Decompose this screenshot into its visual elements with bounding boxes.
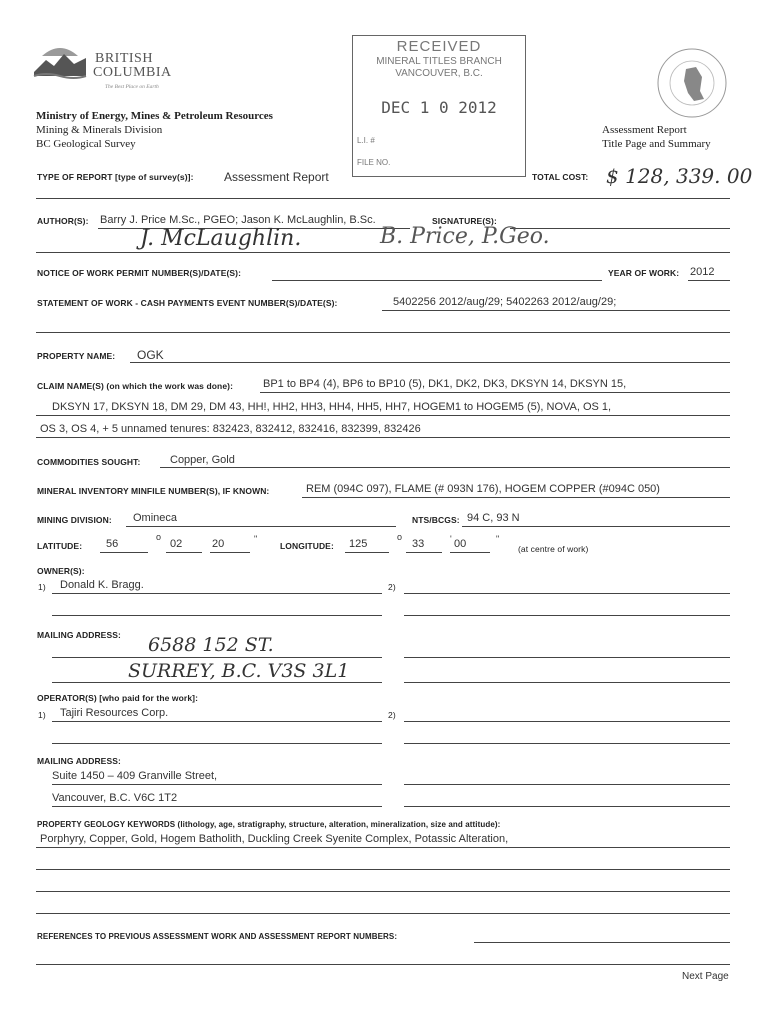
property-line <box>130 362 730 363</box>
mailing-underline-1b <box>404 657 730 658</box>
survey-name: BC Geological Survey <box>36 138 136 150</box>
division-value[interactable]: Omineca <box>133 512 178 524</box>
references-line-1 <box>474 942 730 943</box>
property-label: PROPERTY NAME: <box>37 351 116 361</box>
stamp-branch: MINERAL TITLES BRANCH <box>376 56 502 67</box>
minfile-line <box>302 497 730 498</box>
minfile-label: MINERAL INVENTORY MINFILE NUMBER(S), IF KNOWN: <box>37 486 270 496</box>
operator-1-line-2 <box>52 743 382 744</box>
lon-deg-symbol: o <box>397 532 403 542</box>
operator-2-line-2 <box>404 743 730 744</box>
mailing-line-2[interactable]: SURREY, B.C. V3S 3L1 <box>128 660 350 682</box>
mailing-line-1[interactable]: 6588 152 ST. <box>148 634 274 656</box>
type-label: TYPE OF REPORT [type of survey(s)]: <box>37 172 194 182</box>
owner-1-number: 1) <box>38 582 46 592</box>
owner-1-line-2 <box>52 615 382 616</box>
claim-line-3[interactable]: OS 3, OS 4, + 5 unnamed tenures: 832423, 832412, 832416, 832399, 832426 <box>40 423 421 435</box>
stamp-lh: L.I. # <box>357 136 375 145</box>
year-value[interactable]: 2012 <box>690 266 715 278</box>
lat-sec[interactable]: 20 <box>212 538 225 550</box>
authors-value[interactable]: Barry J. Price M.Sc., PGEO; Jason K. McLaughlin, B.Sc. <box>100 214 376 226</box>
ministry-name: Ministry of Energy, Mines & Petroleum Resources <box>36 110 273 122</box>
references-line-2 <box>36 964 730 965</box>
owner-label: OWNER(S): <box>37 566 85 576</box>
lon-sec[interactable]: 00 <box>454 538 467 550</box>
mailing-underline-1 <box>52 657 382 658</box>
op-mailing-line-2[interactable]: Vancouver, B.C. V6C 1T2 <box>52 792 178 804</box>
logo-tagline: The Best Place on Earth <box>105 84 159 90</box>
next-page-link[interactable]: Next Page <box>682 971 729 982</box>
lat-deg-line <box>100 552 148 553</box>
signature-1[interactable]: J. McLaughlin. <box>140 226 302 251</box>
op-mailing-underline-2b <box>404 806 730 807</box>
op-mailing-underline-1 <box>52 784 382 785</box>
minfile-value[interactable]: REM (094C 097), FLAME (# 093N 176), HOGEM COPPER (#094C 050) <box>306 483 660 495</box>
commodities-line <box>160 467 730 468</box>
signature-2[interactable]: B. Price, P.Geo. <box>380 224 550 249</box>
report-title-2: Title Page and Summary <box>602 138 711 150</box>
lat-deg[interactable]: 56 <box>106 538 119 550</box>
centre-note: (at centre of work) <box>518 544 589 554</box>
references-label: REFERENCES TO PREVIOUS ASSESSMENT WORK AND ASSESSMENT REPORT NUMBERS: <box>37 932 398 941</box>
longitude-label: LONGITUDE: <box>280 541 334 551</box>
claim-underline-2 <box>36 415 730 416</box>
lon-deg[interactable]: 125 <box>349 538 368 550</box>
total-cost-label: TOTAL COST: <box>532 172 589 182</box>
statement-line-2 <box>36 332 730 333</box>
division-name: Mining & Minerals Division <box>36 124 163 136</box>
owner-1-value[interactable]: Donald K. Bragg. <box>60 579 144 591</box>
nts-value[interactable]: 94 C, 93 N <box>467 512 520 524</box>
type-value[interactable]: Assessment Report <box>224 170 329 184</box>
lat-deg-symbol: o <box>156 532 162 542</box>
latitude-label: LATITUDE: <box>37 541 83 551</box>
received-stamp <box>352 35 526 177</box>
lon-min-line <box>406 552 442 553</box>
mailing-underline-2 <box>52 682 382 683</box>
total-cost-value[interactable]: $ 128, 339. 00 <box>606 164 753 188</box>
property-value[interactable]: OGK <box>137 348 164 362</box>
lon-sec-symbol: " <box>496 534 500 544</box>
bc-logo-icon <box>32 42 88 82</box>
stamp-city: VANCOUVER, B.C. <box>395 68 483 79</box>
claim-line-1[interactable]: BP1 to BP4 (4), BP6 to BP10 (5), DK1, DK2, DK3, DKSYN 14, DKSYN 15, <box>263 378 627 390</box>
lat-min-line <box>166 552 202 553</box>
nts-label: NTS/BCGS: <box>412 515 460 525</box>
stamp-date: DEC 1 0 2012 <box>381 98 497 117</box>
notice-label: NOTICE OF WORK PERMIT NUMBER(S)/DATE(S): <box>37 268 242 278</box>
lat-min[interactable]: 02 <box>170 538 183 550</box>
year-line <box>688 280 730 281</box>
claim-line-2[interactable]: DKSYN 17, DKSYN 18, DM 29, DM 43, HH!, HH2, HH3, HH4, HH5, HH7, HOGEM1 to HOGEM5 (5), NOVA, OS 1, <box>52 401 612 413</box>
operator-1-number: 1) <box>38 710 46 720</box>
lon-min[interactable]: 33 <box>412 538 425 550</box>
statement-label: STATEMENT OF WORK - CASH PAYMENTS EVENT NUMBER(S)/DATE(S): <box>37 298 338 308</box>
lon-sec-line <box>450 552 490 553</box>
claim-underline-1 <box>260 392 730 393</box>
owner-2-line <box>404 593 730 594</box>
claim-label: CLAIM NAME(S) (on which the work was done): <box>37 381 234 391</box>
keywords-line-4 <box>36 913 730 914</box>
owner-2-line-2 <box>404 615 730 616</box>
notice-line <box>272 280 602 281</box>
keywords-line-1 <box>36 847 730 848</box>
op-mailing-underline-1b <box>404 784 730 785</box>
logo-line1: BRITISH <box>95 51 153 66</box>
op-mailing-label: MAILING ADDRESS: <box>37 756 121 766</box>
lat-sec-symbol: " <box>254 534 258 544</box>
signature-line-2 <box>36 252 730 253</box>
op-mailing-line-1[interactable]: Suite 1450 – 409 Granville Street, <box>52 770 218 782</box>
op-mailing-underline-2 <box>52 806 382 807</box>
operator-1-value[interactable]: Tajiri Resources Corp. <box>60 707 169 719</box>
statement-value[interactable]: 5402256 2012/aug/29; 5402263 2012/aug/29; <box>393 296 617 308</box>
statement-line <box>382 310 730 311</box>
mailing-underline-2b <box>404 682 730 683</box>
divider-line <box>36 198 730 199</box>
owner-1-line <box>52 593 382 594</box>
authors-label: AUTHOR(S): <box>37 216 89 226</box>
lon-deg-line <box>345 552 389 553</box>
stamp-file-no: FILE NO. <box>357 158 391 167</box>
year-label: YEAR OF WORK: <box>608 268 680 278</box>
nts-line <box>462 526 730 527</box>
division-label: MINING DIVISION: <box>37 515 112 525</box>
operator-1-line <box>52 721 382 722</box>
owner-2-number: 2) <box>388 582 396 592</box>
lat-sec-line <box>210 552 250 553</box>
signature-label: SIGNATURE(S): <box>432 216 497 226</box>
commodities-value[interactable]: Copper, Gold <box>170 454 235 466</box>
lon-min-symbol: ' <box>450 534 452 544</box>
operator-2-number: 2) <box>388 710 396 720</box>
claim-underline-3 <box>36 437 730 438</box>
logo-line2: COLUMBIA <box>93 65 172 80</box>
operator-label: OPERATOR(S) [who paid for the work]: <box>37 693 199 703</box>
keywords-line-2 <box>36 869 730 870</box>
operator-2-line <box>404 721 730 722</box>
seal-icon <box>656 47 728 119</box>
division-line <box>126 526 396 527</box>
stamp-received: RECEIVED <box>396 38 482 55</box>
geological-survey-seal <box>656 47 728 119</box>
keywords-value[interactable]: Porphyry, Copper, Gold, Hogem Batholith, Duckling Creek Syenite Complex, Potassic Alteration, <box>40 833 509 845</box>
report-title-1: Assessment Report <box>602 124 687 136</box>
keywords-line-3 <box>36 891 730 892</box>
keywords-label: PROPERTY GEOLOGY KEYWORDS (lithology, age, stratigraphy, structure, alteration, mineralization, size and attitude): <box>37 820 501 829</box>
commodities-label: COMMODITIES SOUGHT: <box>37 457 141 467</box>
mailing-label: MAILING ADDRESS: <box>37 630 121 640</box>
